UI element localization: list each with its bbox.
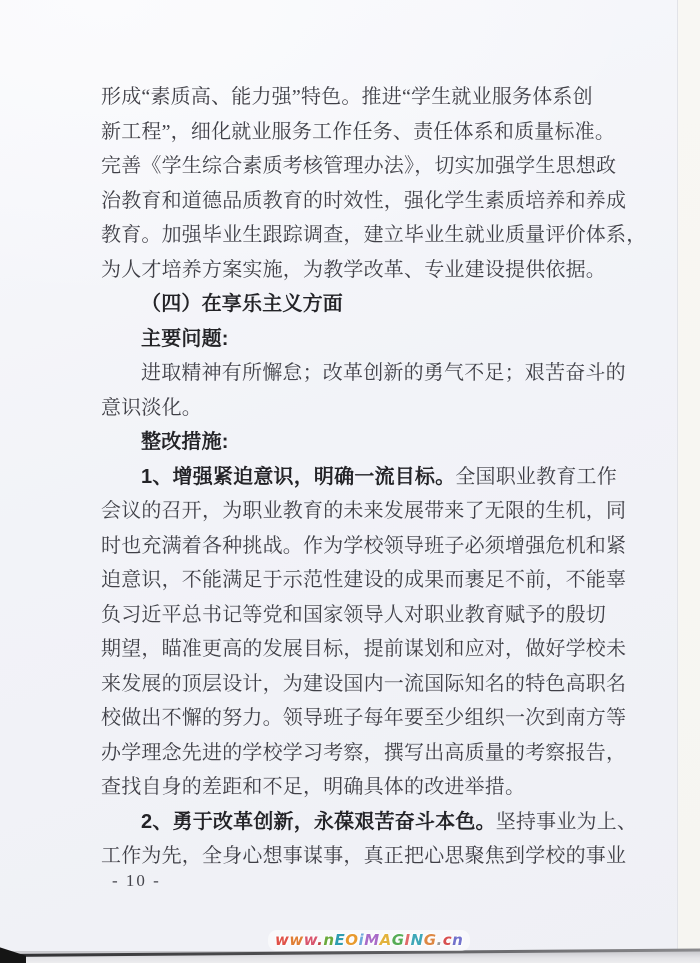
- text-line: [101, 460, 617, 495]
- watermark-letter: w: [289, 931, 304, 949]
- text-segment: 负习近平总书记等党和国家领导人对职业教育赋予的殷切: [101, 603, 606, 626]
- text-segment: 意识淡化。: [101, 396, 202, 419]
- watermark-letter: i: [358, 931, 365, 949]
- text-line: [101, 563, 627, 598]
- text-segment: 办学理念先进的学校学习考察，撰写出高质量的考察报告，: [101, 741, 627, 764]
- text-line: [101, 253, 617, 288]
- bold-text-segment: 整改措施:: [141, 431, 229, 453]
- text-line: [101, 391, 617, 426]
- bold-text-segment: 2、勇于改革创新，永葆艰苦奋斗本色。: [141, 810, 496, 833]
- text-line: [101, 598, 617, 633]
- watermark: [268, 930, 470, 951]
- text-segment: 为人才培养方案实施，为教学改革、专业建设提供依据。: [101, 258, 606, 281]
- watermark-letter: G: [391, 931, 405, 949]
- text-line: [101, 80, 617, 115]
- text-segment: 进取精神有所懈怠；改革创新的勇气不足；艰苦奋斗的: [141, 362, 626, 384]
- text-segment: 校做出不懈的努力。领导班子每年要至少组织一次到南方等: [101, 707, 627, 729]
- bold-text-segment: （四）在享乐主义方面: [141, 293, 343, 315]
- text-segment: 完善《学生综合素质考核管理办法》，切实加强学生思想政: [101, 155, 617, 177]
- text-segment: 坚持事业为上、: [495, 810, 638, 833]
- watermark-letter: M: [364, 931, 380, 949]
- text-line: [101, 736, 627, 771]
- watermark-letter: O: [345, 931, 359, 949]
- bold-text-segment: 主要问题:: [141, 327, 229, 350]
- text-line: [101, 287, 617, 322]
- text-segment: 工作为先，全身心想事谋事，真正把心思聚焦到学校的事业: [101, 845, 627, 867]
- watermark-letter: G: [423, 931, 437, 949]
- watermark-letter: w: [303, 931, 318, 949]
- text-segment: 新工程”，细化就业服务工作任务、责任体系和质量标准。: [101, 120, 616, 143]
- text-line: [101, 770, 617, 805]
- watermark-letter: n: [323, 931, 335, 949]
- text-line: [101, 529, 627, 564]
- watermark-letter: .: [436, 931, 443, 949]
- text-segment: 全国职业教育工作: [455, 465, 617, 488]
- watermark-letter: E: [334, 931, 346, 949]
- text-line: [101, 425, 617, 460]
- text-line: [101, 805, 638, 840]
- text-line: [101, 322, 617, 357]
- bold-text-segment: 1、增强紧迫意识，明确一流目标。: [141, 465, 456, 488]
- watermark-letter: n: [452, 931, 464, 949]
- text-segment: 查找自身的差距和不足，明确具体的改进举措。: [101, 776, 526, 798]
- text-line: [101, 701, 627, 736]
- text-segment: 期望，瞄准更高的发展目标，提前谋划和应对，做好学校未: [101, 638, 627, 660]
- text-segment: 治教育和道德品质教育的时效性，强化学生素质培养和养成: [101, 189, 627, 212]
- text-segment: 教育。加强毕业生跟踪调查，建立毕业生就业质量评价体系，: [101, 224, 647, 246]
- text-segment: 迫意识，不能满足于示范性建设的成果而裹足不前，不能辜: [101, 569, 627, 591]
- watermark-letter: N: [410, 931, 424, 949]
- text-line: [101, 115, 617, 150]
- text-line: [101, 149, 617, 184]
- scanner-background-strip: [678, 0, 700, 951]
- text-segment: 形成“素质高、能力强”特色。推进“学生就业服务体系创: [101, 86, 593, 108]
- text-line: [101, 356, 626, 391]
- document-text-block: [101, 80, 647, 874]
- text-segment: 时也充满着各种挑战。作为学校领导班子必须增强危机和紧: [101, 534, 627, 557]
- watermark-letter: w: [275, 931, 290, 949]
- page-right-edge: [677, 0, 678, 951]
- text-segment: 会议的召开，为职业教育的未来发展带来了无限的生机，同: [101, 500, 627, 522]
- watermark-letter: A: [379, 931, 392, 949]
- text-line: [101, 494, 627, 529]
- text-line: [101, 839, 627, 874]
- text-line: [101, 184, 627, 219]
- text-line: [101, 632, 627, 667]
- watermark-letter: I: [404, 931, 411, 949]
- watermark-letter: .: [317, 931, 324, 949]
- text-segment: 来发展的顶层设计，为建设国内一流国际知名的特色高职名: [101, 672, 627, 695]
- text-line: [101, 667, 627, 702]
- text-line: [101, 218, 647, 253]
- watermark-letter: c: [442, 931, 453, 949]
- page-number: - 10 -: [112, 871, 161, 890]
